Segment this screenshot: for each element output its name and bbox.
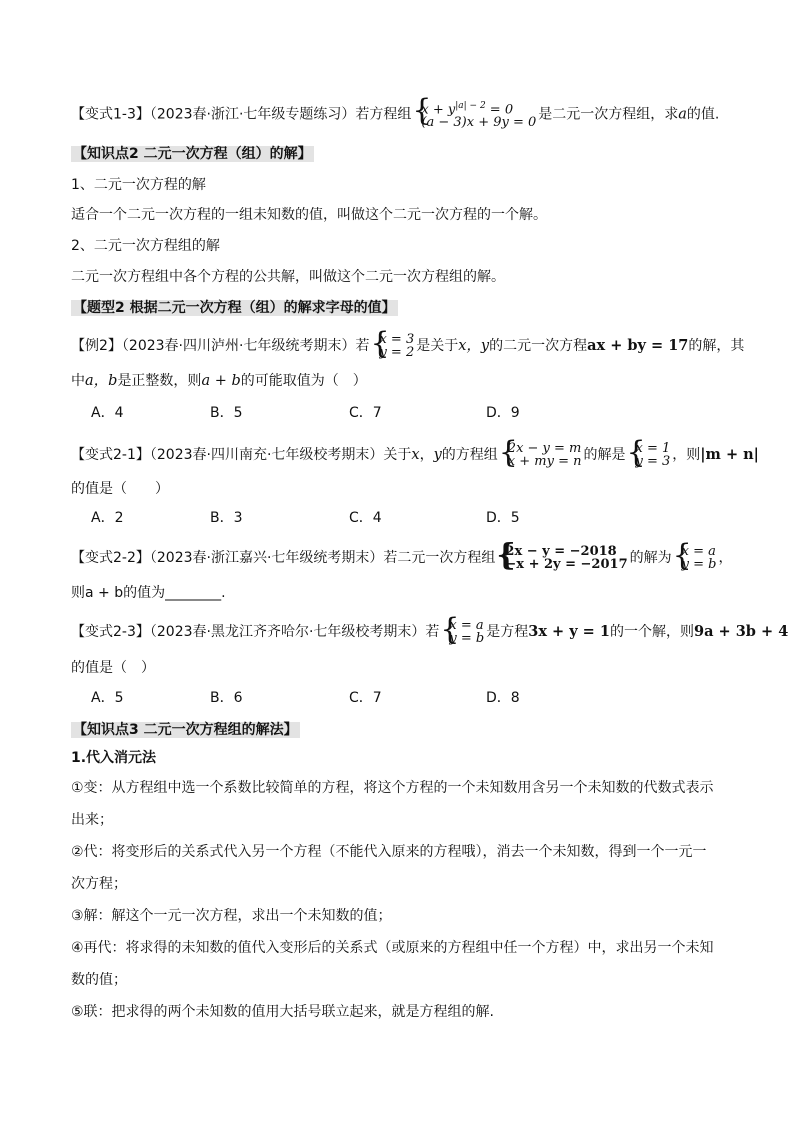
kp3-step-1-cont: 出来； [71,812,113,828]
variant-2-1-question: 【变式2-1】（2023春·四川南充·七年级校考期末）关于x，y的方程组 { 2x − y = m x + my = n 的解是 { x = 1 y = 3 ，则|m + n| [71,442,759,468]
solution-system: { x = 1 y = 3 [628,442,671,468]
knowledge-point-2-heading: 【知识点2 二元一次方程（组）的解】 [73,146,312,162]
kp3-step-3: ③解：解这个一元一次方程，求出一个未知数的值； [71,908,392,924]
solution-system: { x = a y = b [441,619,484,645]
kp3-step-5: ⑤联：把求得的两个未知数的值用大括号联立起来，就是方程组的解. [71,1004,494,1020]
knowledge-point-3-heading: 【知识点3 二元一次方程组的解法】 [73,722,298,738]
source-text: （2023春·浙江·七年级专题练习）若方程组 [149,106,412,123]
variant-2-2-line2: 则a + b的值为________. [71,585,226,601]
question-type-2-heading: 【题型2 根据二元一次方程（组）的解求字母的值】 [73,300,396,316]
option-a[interactable]: A．4 [91,405,124,421]
kp3-subheading-1: 1.代入消元法 [71,750,157,766]
option-b[interactable]: B．3 [210,510,243,526]
variant-1-3-question: 【变式1-3】（2023春·浙江·七年级专题练习）若方程组 { $x + y^{|a| - 2} = 0$ (a − 3)x + 9y = 0 是二元一次方程组，求a的值. [71,100,719,129]
solution-system: { x = a y = b [674,545,717,571]
option-d[interactable]: D．5 [486,510,520,526]
variant-2-3-question: 【变式2-3】（2023春·黑龙江齐齐哈尔·七年级校考期末）若 { x = a y = b 是方程3x + y = 1的一个解，则9a + 3b + 4 [71,619,788,645]
kp2-subheading-2: 2、二元一次方程组的解 [71,238,220,254]
option-d[interactable]: D．9 [486,405,520,421]
kp3-step-2-cont: 次方程； [71,876,127,892]
option-c[interactable]: C．7 [349,690,382,706]
option-c[interactable]: C．7 [349,405,382,421]
option-b[interactable]: B．5 [210,405,243,421]
kp2-paragraph-1: 适合一个二元一次方程的一组未知数的值，叫做这个二元一次方程的一个解。 [71,207,547,223]
option-b[interactable]: B．6 [210,690,243,706]
kp2-paragraph-2: 二元一次方程组中各个方程的公共解，叫做这个二元一次方程组的解。 [71,269,505,285]
variant-label: 【变式1-3】 [71,106,150,123]
equation-system: { 2x − y = m x + my = n [500,442,582,468]
solution-system: { x = 3 y = 2 [371,333,414,359]
option-c[interactable]: C．4 [349,510,382,526]
variant-2-3-line2: 的值是（ ） [71,660,155,676]
option-a[interactable]: A．5 [91,690,124,706]
kp3-step-4-cont: 数的值； [71,972,127,988]
example-2-question: 【例2】（2023春·四川泸州·七年级统考期末）若 { x = 3 y = 2 是关于x，y的二元一次方程ax + by = 17的解，其 [71,333,744,359]
variant-2-2-question: 【变式2-2】（2023春·浙江嘉兴·七年级统考期末）若二元一次方程组 { 2x − y = −2018 −x + 2y = −2017 的解为 { x = a y = b ， [71,545,732,571]
kp3-step-1: ①变：从方程组中选一个系数比较简单的方程，将这个方程的一个未知数用含另一个未知数的代数式表示 [71,780,714,796]
equation-system: { $x + y^{|a| - 2} = 0$ (a − 3)x + 9y = 0 [413,100,536,129]
option-d[interactable]: D．8 [486,690,520,706]
option-a[interactable]: A．2 [91,510,124,526]
kp3-step-4: ④再代：将求得的未知数的值代入变形后的关系式（或原来的方程组中任一个方程）中，求出另一个未知 [71,940,714,956]
kp2-subheading-1: 1、二元一次方程的解 [71,177,206,193]
variant-2-1-line2: 的值是（ ） [71,481,169,497]
kp3-step-2: ②代：将变形后的关系式代入另一个方程（不能代入原来的方程哦），消去一个未知数，得到一个一元一 [71,844,707,860]
equation-system: { 2x − y = −2018 −x + 2y = −2017 [497,545,627,571]
example-2-question-line2: 中a，b是正整数，则a + b的可能取值为（ ） [71,373,367,389]
